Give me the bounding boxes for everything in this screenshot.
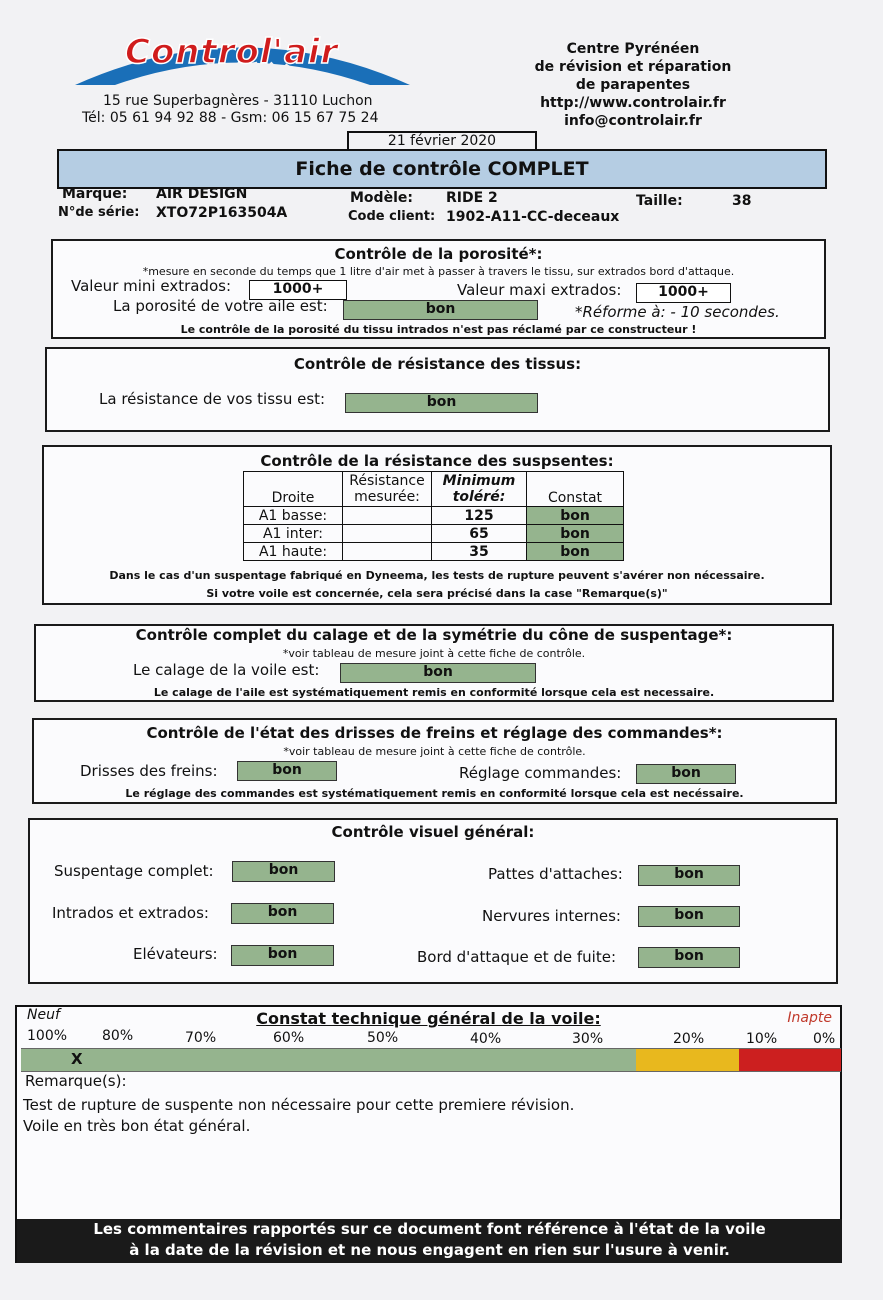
visuel-section: [28, 818, 838, 984]
website-link[interactable]: http://www.controlair.fr: [540, 95, 726, 111]
row-min: 35: [432, 543, 527, 561]
row-constat: bon: [527, 543, 624, 561]
intrados-value: bon: [231, 903, 334, 924]
email-link[interactable]: info@controlair.fr: [564, 113, 702, 129]
drisses-footer: Le réglage des commandes est systématiquement remis en conformité lorsque cela est necéssaire.: [125, 787, 744, 800]
suspentes-note1: Dans le cas d'un suspentage fabriqué en Dyneema, les tests de rupture peuvent s'avérer non nécessaire.: [109, 569, 765, 582]
freins-label: Drisses des freins:: [80, 762, 218, 780]
serie-value: XTO72P163504A: [156, 205, 288, 221]
suspentes-note2: Si votre voile est concernée, cela sera précisé dans la case "Remarque(s)": [206, 587, 668, 600]
row-measured: [343, 525, 432, 543]
reforme-note: *Réforme à: - 10 secondes.: [575, 303, 780, 321]
nervures-value: bon: [638, 906, 740, 927]
calage-value: bon: [340, 663, 536, 683]
scale-label: 50%: [367, 1030, 399, 1046]
marque-value: AIR DESIGN: [156, 186, 248, 202]
mini-label: Valeur mini extrados:: [71, 277, 231, 295]
suspentes-section: [42, 445, 832, 605]
calage-footer: Le calage de l'aile est systématiquement remis en conformité lorsque cela est necessaire.: [153, 686, 715, 699]
table-header-row: [244, 472, 624, 507]
logo: [70, 30, 415, 90]
resistance-tissus-value: bon: [345, 393, 538, 413]
drisses-section: [32, 718, 837, 804]
neuf-label: Neuf: [27, 1007, 60, 1023]
porosite-section: [51, 239, 826, 339]
logo-text: Control'air: [125, 32, 339, 72]
bar-green: [21, 1049, 636, 1071]
taille-label: Taille:: [636, 193, 683, 209]
remarques-label: Remarque(s):: [25, 1072, 127, 1090]
constat-title: Constat technique général de la voile:: [256, 1009, 601, 1028]
client-label: Code client:: [348, 209, 436, 224]
table-row: [244, 543, 624, 561]
constat-section: [15, 1005, 842, 1263]
scale-label: 30%: [572, 1031, 604, 1047]
scale-label: 40%: [470, 1031, 502, 1047]
maxi-value: 1000+: [636, 283, 731, 303]
nervures-label: Nervures internes:: [482, 907, 621, 925]
modele-label: Modèle:: [350, 190, 413, 206]
freins-value: bon: [237, 761, 337, 781]
company-block: [508, 40, 758, 130]
commandes-value: bon: [636, 764, 736, 784]
porosite-note: *mesure en seconde du temps que 1 litre d'air met à passer à travers le tissu, sur extrados bord d'attaque.: [142, 265, 735, 278]
table-row: [244, 525, 624, 543]
resistance-tissus-title: Contrôle de résistance des tissus:: [293, 355, 582, 373]
scale-label: 70%: [185, 1030, 217, 1046]
taille-value: 38: [732, 193, 752, 209]
footer-line1: Les commentaires rapportés sur ce document font référence à l'état de la voile: [93, 1220, 766, 1238]
client-value: 1902-A11-CC-deceaux: [446, 209, 620, 225]
porosite-result-label: La porosité de votre aile est:: [113, 297, 328, 315]
date-text: 21 février 2020: [387, 133, 497, 149]
header-resistance: Résistance mesurée:: [343, 472, 432, 507]
elevateurs-value: bon: [231, 945, 334, 966]
pattes-value: bon: [638, 865, 740, 886]
visuel-title: Contrôle visuel général:: [331, 823, 535, 841]
suspentage-value: bon: [232, 861, 335, 882]
row-constat: bon: [527, 507, 624, 525]
condition-marker: X: [71, 1050, 83, 1068]
suspentage-label: Suspentage complet:: [54, 862, 214, 880]
scale-label: 0%: [813, 1031, 836, 1047]
commandes-label: Réglage commandes:: [459, 764, 622, 782]
row-constat: bon: [527, 525, 624, 543]
calage-title: Contrôle complet du calage et de la symétrie du cône de suspentage*:: [135, 626, 733, 644]
table-row: [244, 507, 624, 525]
scale-label: 80%: [102, 1028, 134, 1044]
bar-red: [739, 1049, 841, 1071]
doc-title: Fiche de contrôle COMPLET: [295, 158, 589, 180]
scale-label: 100%: [27, 1028, 68, 1044]
calage-note: *voir tableau de mesure joint à cette fiche de contrôle.: [282, 647, 586, 660]
modele-value: RIDE 2: [446, 190, 498, 206]
address-line1: 15 rue Superbagnères - 31110 Luchon: [103, 93, 373, 109]
elevateurs-label: Elévateurs:: [133, 945, 218, 963]
date-box: [347, 131, 537, 151]
doc-title-bar: [57, 149, 827, 189]
scale-label: 10%: [746, 1031, 778, 1047]
row-min: 125: [432, 507, 527, 525]
row-name: A1 haute:: [244, 543, 343, 561]
maxi-label: Valeur maxi extrados:: [457, 281, 622, 299]
header-minimum: Minimum toléré:: [432, 472, 527, 507]
intrados-label: Intrados et extrados:: [52, 904, 209, 922]
inapte-label: Inapte: [787, 1010, 832, 1026]
calage-section: [34, 624, 834, 702]
drisses-title: Contrôle de l'état des drisses de freins et réglage des commandes*:: [146, 724, 723, 742]
company-line1: Centre Pyrénéen: [566, 41, 700, 57]
header-droite: Droite: [244, 472, 343, 507]
scale-label: 60%: [273, 1030, 305, 1046]
marque-label: Marque:: [62, 186, 128, 202]
bord-label: Bord d'attaque et de fuite:: [417, 948, 616, 966]
suspentes-title: Contrôle de la résistance des suspsentes:: [260, 452, 614, 470]
porosite-title: Contrôle de la porosité*:: [334, 245, 543, 263]
row-measured: [343, 507, 432, 525]
pattes-label: Pattes d'attaches:: [488, 865, 623, 883]
company-line3: de parapentes: [575, 77, 691, 93]
condition-bar: [21, 1048, 841, 1072]
address-line2: Tél: 05 61 94 92 88 - Gsm: 06 15 67 75 24: [82, 110, 379, 126]
row-measured: [343, 543, 432, 561]
resistance-tissus-label: La résistance de vos tissu est:: [99, 390, 326, 408]
porosite-result-value: bon: [343, 300, 538, 320]
footer-disclaimer: [17, 1219, 842, 1263]
calage-label: Le calage de la voile est:: [133, 661, 320, 679]
porosite-footer: Le contrôle de la porosité du tissu intrados n'est pas réclamé par ce constructeur !: [180, 323, 697, 336]
header-constat: Constat: [527, 472, 624, 507]
serie-label: N°de série:: [58, 205, 140, 220]
row-name: A1 inter:: [244, 525, 343, 543]
footer-line2: à la date de la révision et ne nous engagent en rien sur l'usure à venir.: [129, 1241, 730, 1259]
mini-value: 1000+: [249, 280, 347, 300]
remarque-line2: Voile en très bon état général.: [23, 1117, 251, 1135]
company-line2: de révision et réparation: [534, 59, 732, 75]
scale-label: 20%: [673, 1031, 705, 1047]
row-min: 65: [432, 525, 527, 543]
row-name: A1 basse:: [244, 507, 343, 525]
suspentes-table: [243, 471, 624, 561]
bar-yellow: [636, 1049, 739, 1071]
drisses-note: *voir tableau de mesure joint à cette fiche de contrôle.: [283, 745, 586, 758]
bord-value: bon: [638, 947, 740, 968]
resistance-tissus-section: [45, 347, 830, 432]
remarque-line1: Test de rupture de suspente non nécessaire pour cette premiere révision.: [23, 1096, 575, 1114]
